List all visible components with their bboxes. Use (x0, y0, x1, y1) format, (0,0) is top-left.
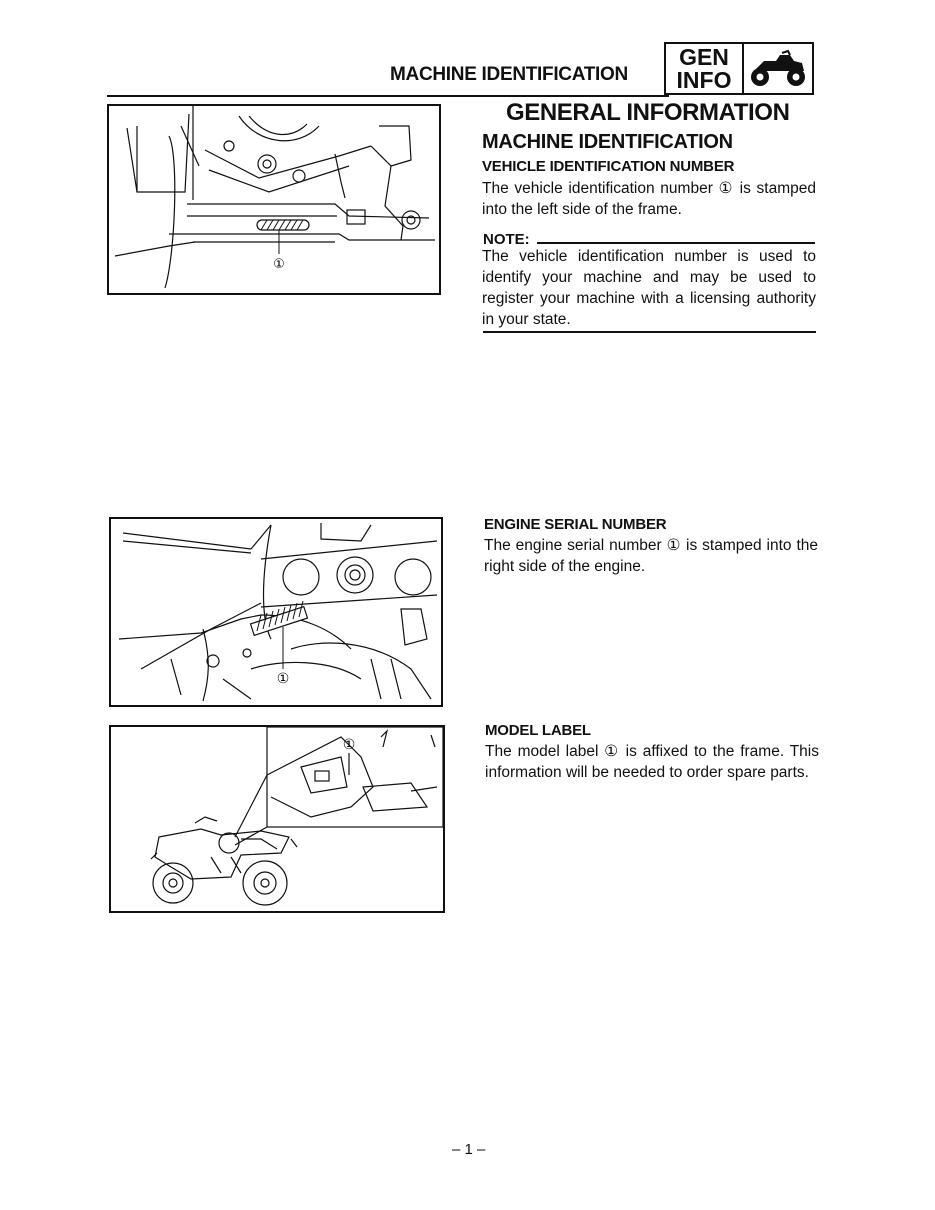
model-heading: MODEL LABEL (485, 722, 591, 739)
gen-info-badge (664, 42, 814, 95)
vin-body: The vehicle identification number ① is stamped into the left side of the frame. (482, 180, 816, 218)
page-number: – 1 – (452, 1141, 486, 1158)
model-body: The model label ① is affixed to the frame. This information will be needed to order spare parts. (485, 743, 819, 781)
note-body: The vehicle identification number is used to identify your machine and may be used to register your machine with a licensing authority in your state. (482, 248, 816, 328)
note-bottom-rule (483, 331, 816, 333)
model-label-figure (109, 725, 445, 913)
note-label: NOTE: (483, 231, 530, 248)
vin-heading: VEHICLE IDENTIFICATION NUMBER (482, 158, 735, 175)
engine-body: The engine serial number ① is stamped into the right side of the engine. (484, 537, 818, 575)
badge-line-2: INFO (676, 66, 732, 93)
vin-location-figure (107, 104, 441, 295)
badge-line-1: GEN (679, 43, 729, 70)
engine-heading: ENGINE SERIAL NUMBER (484, 516, 667, 533)
note-rule (537, 242, 815, 244)
engine-callout: ① (276, 671, 290, 687)
engine-serial-figure (109, 517, 443, 707)
section-header-title: MACHINE IDENTIFICATION (390, 64, 628, 85)
vin-callout: ① (273, 257, 285, 272)
header-rule (107, 95, 669, 97)
badge-text (666, 44, 744, 93)
atv-icon (744, 44, 812, 93)
page-title: GENERAL INFORMATION (506, 99, 790, 126)
page-subtitle: MACHINE IDENTIFICATION (482, 131, 733, 153)
model-callout: ① (342, 737, 356, 753)
